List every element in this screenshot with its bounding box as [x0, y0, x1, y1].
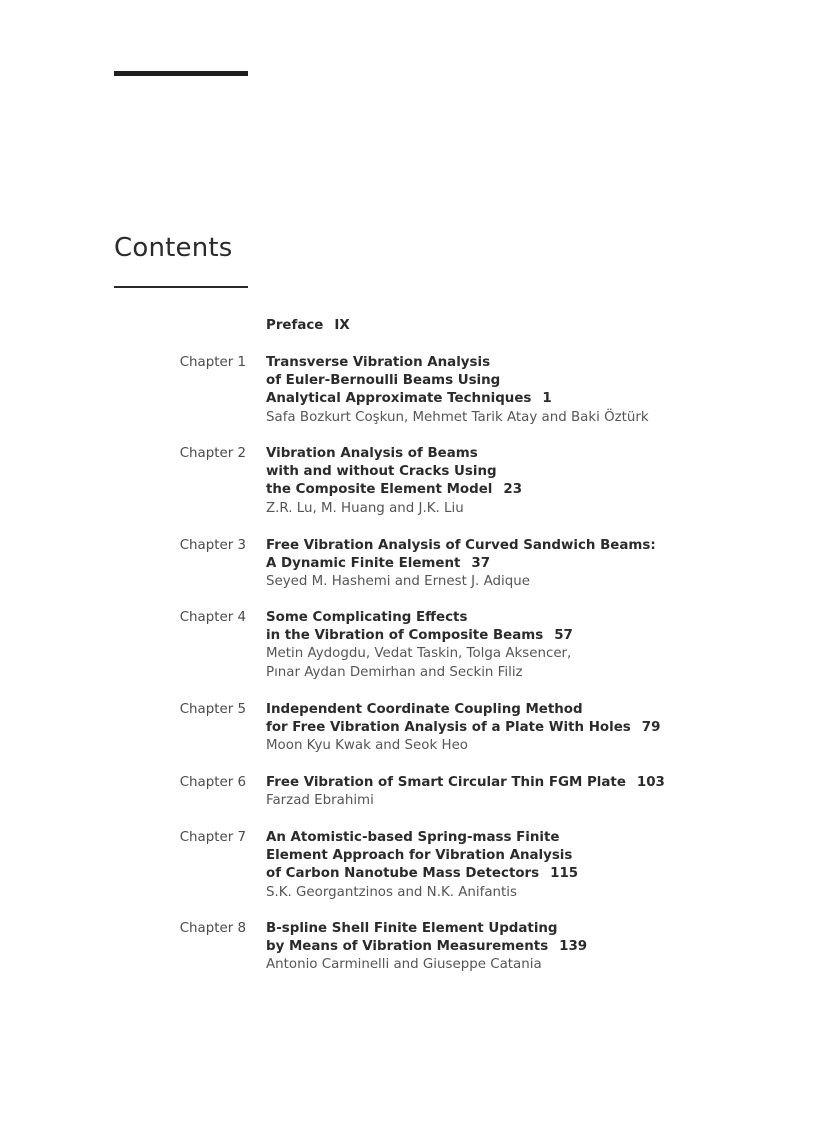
title-underline-rule — [114, 286, 248, 288]
chapter-authors — [266, 409, 686, 427]
chapter-label: Chapter 7 — [179, 830, 246, 845]
chapter-authors-line: Safa Bozkurt Coşkun, Mehmet Tarik Atay and Baki Öztürk — [266, 409, 649, 425]
preface-page-number: IX — [334, 318, 350, 333]
chapter-title-line: of Euler-Bernoulli Beams Using — [266, 373, 501, 389]
chapter-label: Chapter 3 — [179, 538, 246, 553]
chapter-page-number: 103 — [636, 775, 665, 790]
chapter-authors-line: Moon Kyu Kwak and Seok Heo — [266, 738, 468, 754]
chapter-title-line: the Composite Element Model 23 — [266, 482, 523, 498]
chapter-label: Chapter 2 — [179, 446, 246, 461]
chapter-title — [266, 609, 686, 645]
chapter-title-line: by Means of Vibration Measurements 139 — [266, 939, 588, 955]
top-decorative-rule — [114, 71, 248, 76]
chapter-authors-line: Antonio Carminelli and Giuseppe Catania — [266, 957, 542, 973]
chapter-page-number: 79 — [641, 720, 661, 736]
chapter-authors — [266, 645, 686, 681]
chapter-authors — [266, 500, 686, 518]
toc-entry-preface[interactable] — [266, 317, 350, 335]
chapter-title-line: An Atomistic-based Spring-mass Finite — [266, 830, 560, 845]
chapter-title-line: for Free Vibration Analysis of a Plate With Holes 79 — [266, 720, 661, 736]
chapter-page-number: 37 — [471, 556, 491, 572]
chapter-page-number: 57 — [554, 628, 573, 644]
chapter-title-line: with and without Cracks Using — [266, 464, 497, 480]
chapter-authors-line: Metin Aydogdu, Vedat Taskin, Tolga Aksencer, — [266, 646, 572, 662]
chapter-title — [266, 537, 686, 573]
chapter-authors — [266, 884, 686, 902]
chapter-title-line: Some Complicating Effects — [266, 610, 468, 625]
chapter-label: Chapter 8 — [179, 921, 246, 936]
chapter-title-line: Element Approach for Vibration Analysis — [266, 848, 573, 864]
chapter-page-number: 115 — [550, 866, 579, 882]
chapter-title-line: Independent Coordinate Coupling Method — [266, 702, 583, 717]
chapter-authors-line: S.K. Georgantzinos and N.K. Anifantis — [266, 884, 517, 900]
chapter-title-line: Free Vibration Analysis of Curved Sandwich Beams: — [266, 538, 656, 553]
chapter-authors — [266, 792, 686, 810]
chapter-label: Chapter 5 — [179, 702, 246, 717]
chapter-title-line: Vibration Analysis of Beams — [266, 446, 478, 461]
chapter-title-line: of Carbon Nanotube Mass Detectors 115 — [266, 866, 579, 882]
chapter-authors — [266, 956, 686, 974]
chapter-title-line: B-spline Shell Finite Element Updating — [266, 921, 558, 936]
chapter-title — [266, 920, 686, 956]
chapter-title-line: Transverse Vibration Analysis — [266, 355, 491, 370]
chapter-authors — [266, 573, 686, 591]
chapter-title — [266, 774, 686, 792]
chapter-authors-line: Farzad Ebrahimi — [266, 793, 374, 809]
chapter-title — [266, 354, 686, 409]
chapter-title-line: A Dynamic Finite Element 37 — [266, 556, 491, 572]
chapter-authors-line: Z.R. Lu, M. Huang and J.K. Liu — [266, 500, 464, 516]
chapter-authors-line: Seyed M. Hashemi and Ernest J. Adique — [266, 574, 530, 590]
chapter-title-line: in the Vibration of Composite Beams 57 — [266, 628, 573, 644]
chapter-label: Chapter 6 — [179, 775, 246, 790]
chapter-page-number: 23 — [503, 482, 523, 498]
chapter-authors-line: Pınar Aydan Demirhan and Seckin Filiz — [266, 664, 523, 680]
chapter-title — [266, 701, 686, 737]
chapter-authors — [266, 737, 686, 755]
chapter-title — [266, 445, 686, 500]
chapter-page-number: 1 — [542, 391, 552, 407]
page-title: Contents — [114, 233, 233, 263]
chapter-label: Chapter 4 — [179, 610, 246, 625]
chapter-page-number: 139 — [559, 939, 588, 955]
chapter-title-line: Free Vibration of Smart Circular Thin FGM Plate 103 — [266, 775, 665, 790]
preface-label: Preface — [266, 318, 324, 333]
chapter-title — [266, 829, 686, 884]
chapter-label: Chapter 1 — [179, 355, 246, 370]
chapter-title-line: Analytical Approximate Techniques 1 — [266, 391, 552, 407]
